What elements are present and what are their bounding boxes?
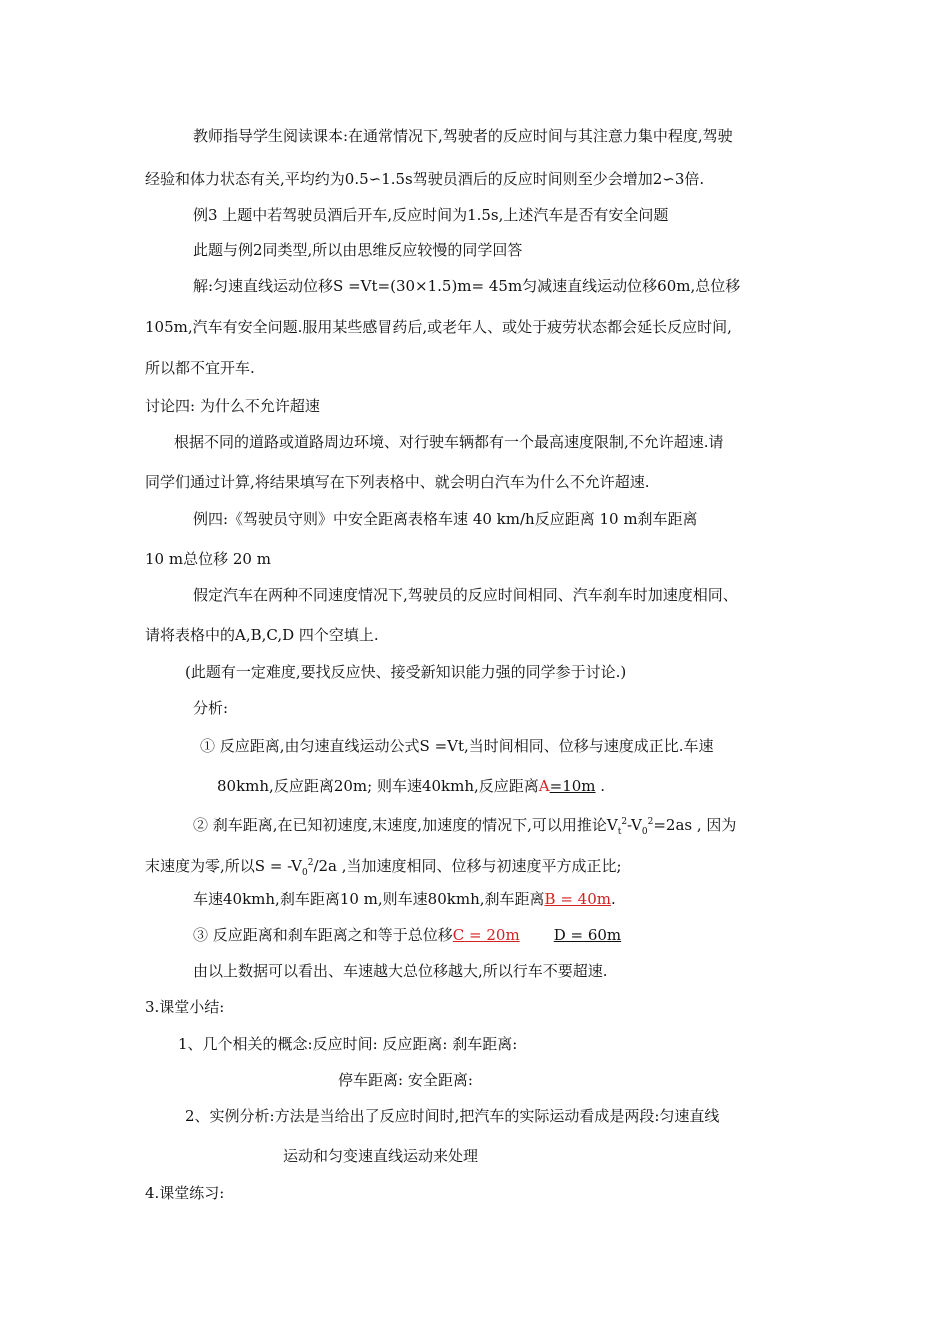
example-4-line2: 10 m总位移 20 m — [145, 550, 271, 568]
analysis-2-minus: -V — [627, 816, 642, 834]
summary-2-line1: 2、实例分析:方法是当给出了反应时间时,把汽车的实际运动看成是两段:匀速直线 — [185, 1107, 720, 1125]
paragraph-reading-line2: 经验和体力状态有关,平均约为0.5∽1.5s驾驶员酒后的反应时间则至少会增加2∽3倍. — [145, 170, 705, 188]
conclusion: 由以上数据可以看出、车速越大总位移越大,所以行车不要超速. — [193, 962, 608, 980]
superscript-2b: 2 — [647, 817, 654, 827]
example-4-line1: 例四:《驾驶员守则》中安全距离表格车速 40 km/h反应距离 10 m刹车距离 — [193, 510, 698, 528]
answer-b-value: = 40m — [555, 890, 611, 908]
paragraph-reading-line1: 教师指导学生阅读课本:在通常情况下,驾驶者的反应时间与其注意力集中程度,驾驶 — [193, 127, 733, 145]
summary-1-line2: 停车距离: 安全距离: — [338, 1071, 473, 1089]
summary-2-line2: 运动和匀变速直线运动来处理 — [283, 1147, 479, 1165]
answer-d: D = 60m — [553, 926, 622, 944]
section-3-heading: 3.课堂小结: — [145, 998, 225, 1016]
analysis-2-l2-end: /2a ,当加速度相同、位移与初速度平方成正比; — [313, 857, 622, 875]
analysis-2-l3-end: . — [610, 890, 616, 908]
analysis-2-line1 — [193, 812, 736, 842]
analysis-2-formula-end: =2as , 因为 — [653, 816, 737, 834]
answer-b — [545, 890, 611, 908]
discussion-4-heading: 讨论四: 为什么不允许超速 — [145, 397, 320, 415]
analysis-label: 分析: — [193, 699, 229, 717]
analysis-3-line — [193, 925, 621, 945]
analysis-2-line3 — [193, 889, 616, 909]
subscript-0: 0 — [641, 827, 648, 837]
discussion-4-line2: 同学们通过计算,将结果填写在下列表格中、就会明白汽车为什么不允许超速. — [145, 473, 650, 491]
subscript-t: t — [617, 827, 622, 837]
answer-c-value: = 20m — [464, 926, 520, 944]
analysis-1-text: 80kmh,反应距离20m; 则车速40kmh,反应距离 — [217, 777, 539, 795]
answer-b-letter: B — [544, 890, 556, 908]
summary-1-line1: 1、几个相关的概念:反应时间: 反应距离: 刹车距离: — [178, 1035, 518, 1053]
subscript-0b: 0 — [301, 868, 308, 878]
discussion-4-line1: 根据不同的道路或道路周边环境、对行驶车辆都有一个最高速度限制,不允许超速.请 — [174, 433, 724, 451]
answer-a-letter: A — [538, 777, 550, 795]
analysis-3-text: ③ 反应距离和刹车距离之和等于总位移 — [193, 926, 453, 944]
superscript-2: 2 — [621, 817, 628, 827]
difficulty-note: (此题有一定难度,要找反应快、接受新知识能力强的同学参于讨论.) — [185, 663, 627, 681]
example-3: 例3 上题中若驾驶员酒后开车,反应时间为1.5s,上述汽车是否有安全问题 — [193, 206, 669, 224]
assumption-line1: 假定汽车在两种不同速度情况下,驾驶员的反应时间相同、汽车刹车时加速度相同、 — [193, 586, 738, 604]
example-3-note: 此题与例2同类型,所以由思维反应较慢的同学回答 — [193, 241, 523, 259]
analysis-1-line2 — [217, 776, 605, 796]
answer-c — [453, 926, 520, 944]
analysis-2-text: ② 刹车距离,在已知初速度,末速度,加速度的情况下,可以用推论V — [193, 816, 618, 834]
analysis-1-end: . — [595, 777, 606, 795]
solution-line3: 所以都不宜开车. — [145, 359, 255, 377]
section-4-heading: 4.课堂练习: — [145, 1184, 225, 1202]
superscript-2c: 2 — [307, 858, 314, 868]
assumption-line2: 请将表格中的A,B,C,D 四个空填上. — [145, 626, 379, 644]
analysis-2-l3-text: 车速40kmh,刹车距离10 m,则车速80kmh,刹车距离 — [193, 890, 545, 908]
analysis-1-line1: ① 反应距离,由匀速直线运动公式S =Vt,当时间相同、位移与速度成正比.车速 — [200, 737, 714, 755]
analysis-2-line2 — [145, 853, 622, 883]
solution-line1: 解:匀速直线运动位移S =Vt=(30×1.5)m= 45m匀减速直线运动位移60m,总位移 — [193, 277, 741, 295]
answer-a-value: =10m — [549, 777, 596, 795]
solution-line2: 105m,汽车有安全问题.服用某些感冒药后,或老年人、或处于疲劳状态都会延长反应时间, — [145, 318, 732, 336]
answer-c-letter: C — [452, 926, 465, 944]
analysis-2-l2-text: 末速度为零,所以S = -V — [145, 857, 302, 875]
